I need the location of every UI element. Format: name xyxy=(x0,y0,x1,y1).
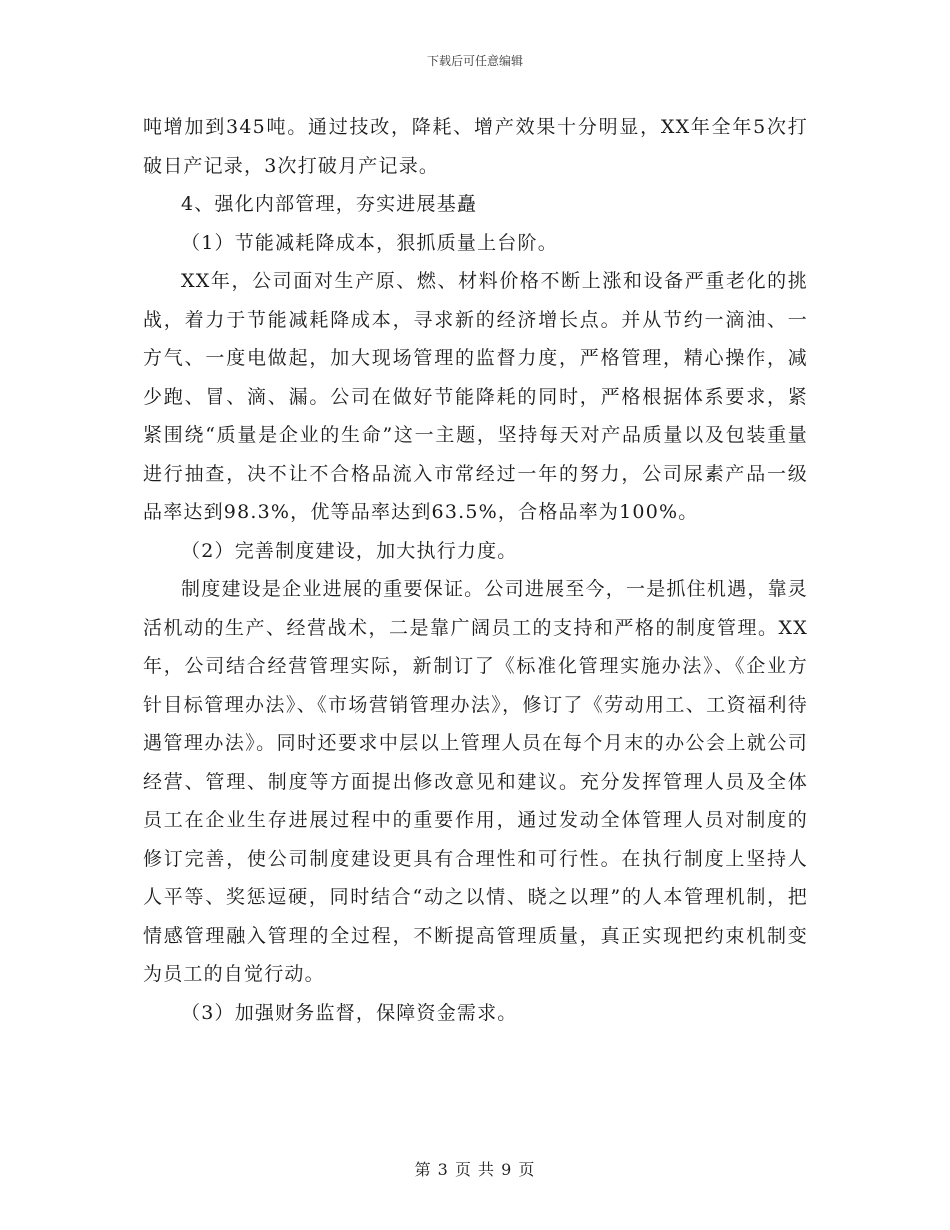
document-body xyxy=(143,108,808,1032)
section-heading-4: 4、强化内部管理，夯实进展基矗 xyxy=(181,193,478,215)
page-number-footer: 第 3 页 共 9 页 xyxy=(414,1160,536,1179)
subsection-heading-1: （1）节能减耗降成本，狠抓质量上台阶。 xyxy=(181,231,558,254)
subsection-heading-2: （2）完善制度建设，加大执行力度。 xyxy=(181,539,518,562)
page-header-note: 下载后可任意编辑 xyxy=(426,54,523,68)
paragraph-energy-saving: XX年，公司面对生产原、燃、材料价格不断上涨和设备严重老化的挑战，着力于节能减耗降成本，寻求新的经济增长点。并从节约一滴油、一方气、一度电做起，加大现场管理的监督力度，严格管理，精心操作，减少跑、冒、滴、漏。公司在做好节能降耗的同时，严格根据体系要求，紧紧围绕“质量是企业的生命”这一主题，坚持每天对产品质量以及包装重量进行抽查，决不让不合格品流入市常经过一年的努力，公司尿素产品一级品率达到98.3%，优等品率达到63.5%，合格品率为100%。 xyxy=(143,270,808,523)
subsection-heading-3: （3）加强财务监督，保障资金需求。 xyxy=(181,1001,518,1024)
paragraph-continuation: 吨增加到345吨。通过技改，降耗、增产效果十分明显，XX年全年5次打破日产记录，3次打破月产记录。 xyxy=(143,116,808,177)
paragraph-system-building: 制度建设是企业进展的重要保证。公司进展至今，一是抓住机遇，靠灵活机动的生产、经营战术，二是靠广阔员工的支持和严格的制度管理。XX年，公司结合经营管理实际，新制订了《标准化管理实施办法》、《企业方针目标管理办法》、《市场营销管理办法》，修订了《劳动用工、工资福利待遇管理办法》。同时还要求中层以上管理人员在每个月末的办公会上就公司经营、管理、制度等方面提出修改意见和建议。充分发挥管理人员及全体员工在企业生存进展过程中的重要作用，通过发动全体管理人员对制度的修订完善，使公司制度建设更具有合理性和可行性。在执行制度上坚持人人平等、奖惩逗硬，同时结合“动之以情、晓之以理”的人本管理机制，把情感管理融入管理的全过程，不断提高管理质量，真正实现把约束机制变为员工的自觉行动。 xyxy=(143,578,808,985)
